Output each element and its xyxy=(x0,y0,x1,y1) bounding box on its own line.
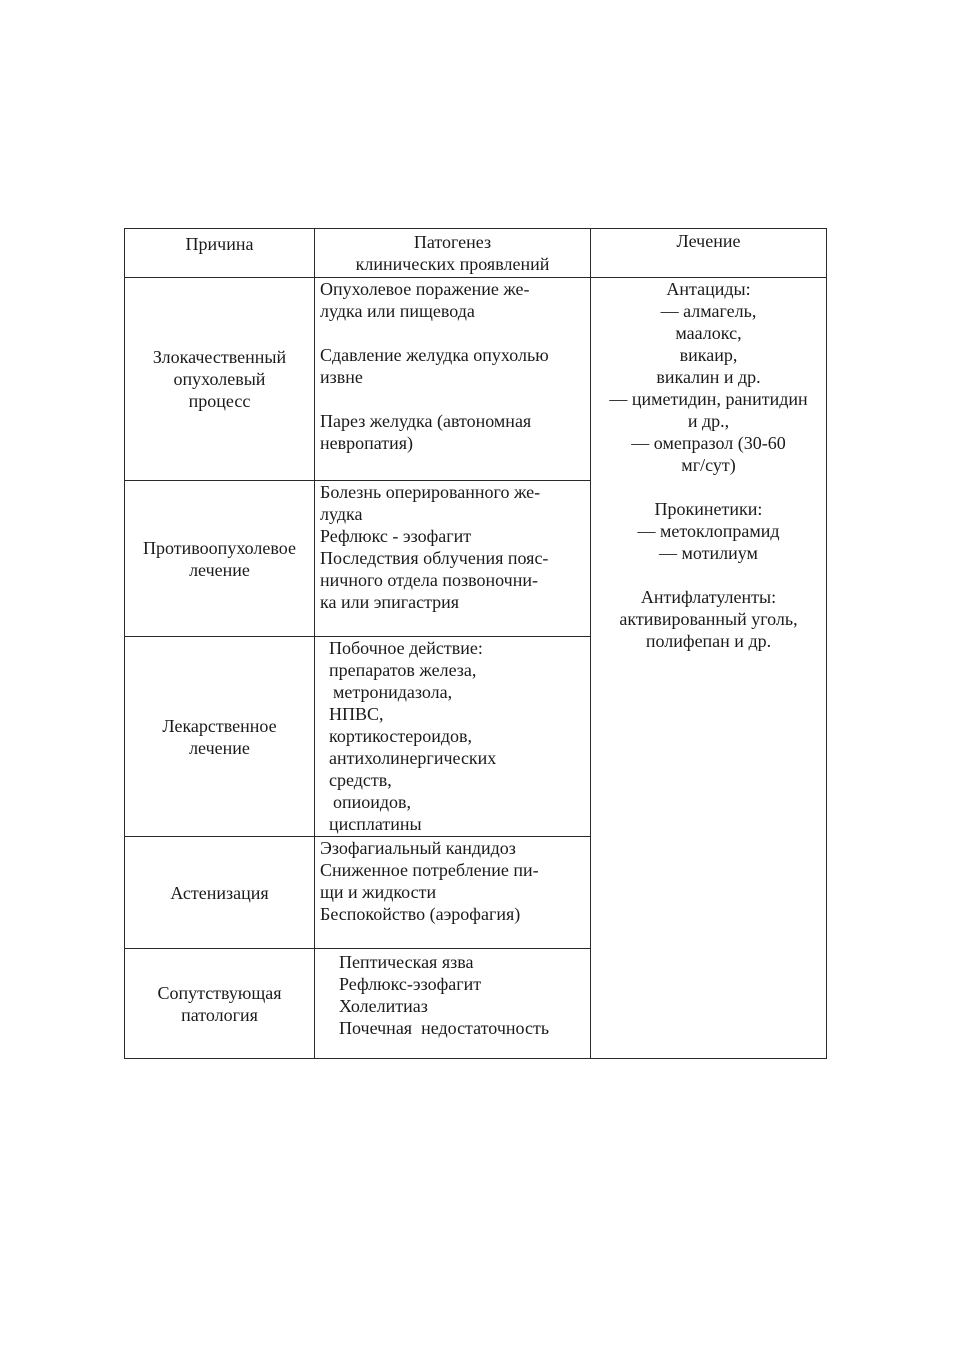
pathogenesis-line: препаратов железа, xyxy=(329,660,477,680)
treatment-line: — метоклопрамид xyxy=(637,521,780,541)
cause-cell xyxy=(125,637,315,837)
treatment-line: — мотилиум xyxy=(659,543,758,563)
pathogenesis-line: цисплатины xyxy=(329,814,422,834)
pathogenesis-line: невропатия) xyxy=(320,433,414,453)
pathogenesis-line: Опухолевое поражение же- xyxy=(320,279,530,299)
pathogenesis-line: метронидазола, xyxy=(333,682,453,702)
treatment-line: Антифлатуленты: xyxy=(640,587,777,607)
pathogenesis-line: извне xyxy=(320,367,363,387)
pathogenesis-line: НПВС, xyxy=(329,704,384,724)
header-row xyxy=(125,229,827,278)
pathogenesis-line: Рефлюкс - эзофагит xyxy=(320,526,472,546)
pathogenesis-line: Последствия облучения пояс- xyxy=(320,548,549,568)
treatment-line: — алмагель, xyxy=(660,301,757,321)
cause-line: Противоопухолевое xyxy=(143,537,296,558)
header-cause: Причина xyxy=(125,229,315,278)
treatment-table xyxy=(124,228,827,1059)
pathogenesis-line: кортикостероидов, xyxy=(329,726,473,746)
pathogenesis-line: ничного отдела позвоночни- xyxy=(320,570,538,590)
treatment-line: и др., xyxy=(687,411,730,431)
cause-line: опухолевый xyxy=(173,369,266,389)
pathogenesis-line: антихолинергических xyxy=(329,748,497,768)
pathogenesis-line: Сдавление желудка опухолью xyxy=(320,345,549,365)
cause-line: Астенизация xyxy=(170,882,269,903)
pathogenesis-line: Сниженное потребление пи- xyxy=(320,860,539,880)
cause-cell xyxy=(125,837,315,949)
cause-line: процесс xyxy=(188,391,251,411)
cause-line: Злокачественный xyxy=(152,347,287,367)
pathogenesis-line: щи и жидкости xyxy=(320,882,437,902)
treatment-line: викалин и др. xyxy=(656,367,761,387)
pathogenesis-line: Побочное действие: xyxy=(329,638,483,658)
treatment-line: мг/сут) xyxy=(681,455,736,475)
pathogenesis-line: Беспокойство (аэрофагия) xyxy=(320,904,521,924)
pathogenesis-cell xyxy=(315,837,591,949)
pathogenesis-line: Болезнь оперированного же- xyxy=(320,482,541,502)
pathogenesis-line: Почечная недостаточность xyxy=(339,1018,550,1038)
spacer xyxy=(595,476,822,498)
cause-line: лечение xyxy=(189,559,250,580)
pathogenesis-cell xyxy=(315,637,591,837)
pathogenesis-line: лудка xyxy=(320,504,363,524)
treatment-line: — циметидин, ранитидин xyxy=(609,389,808,409)
pathogenesis-line: опиоидов, xyxy=(333,792,412,812)
treatment-line: Прокинетики: xyxy=(654,499,763,519)
spacer xyxy=(595,564,822,586)
cause-line: Сопутствующая xyxy=(157,982,282,1003)
treatment-cell xyxy=(591,278,827,1059)
pathogenesis-cell xyxy=(315,278,591,481)
pathogenesis-line: Эзофагиальный кандидоз xyxy=(320,838,516,858)
treatment-line: маалокс, xyxy=(675,323,742,343)
header-treatment: Лечение xyxy=(591,229,827,278)
header-pathogenesis-line1: Патогенез xyxy=(413,232,492,252)
pathogenesis-line: ка или эпигастрия xyxy=(320,592,460,612)
treatment-line: — омепразол (30-60 xyxy=(631,433,786,453)
pathogenesis-cell xyxy=(315,949,591,1059)
table-row xyxy=(125,278,827,481)
cause-line: Лекарственное xyxy=(162,715,277,736)
header-pathogenesis-line2: клинических проявлений xyxy=(355,254,550,274)
cause-line: патология xyxy=(181,1004,258,1025)
cause-cell xyxy=(125,949,315,1059)
pathogenesis-line: Холелитиаз xyxy=(339,996,428,1016)
spacer xyxy=(320,388,586,410)
pathogenesis-line: средств, xyxy=(329,770,392,790)
spacer xyxy=(320,322,586,344)
header-pathogenesis xyxy=(315,229,591,278)
pathogenesis-line: Парез желудка (автономная xyxy=(320,411,532,431)
pathogenesis-line: Рефлюкс-эзофагит xyxy=(339,974,482,994)
cause-cell xyxy=(125,278,315,481)
treatment-line: активированный уголь, xyxy=(619,609,798,629)
treatment-line: викаир, xyxy=(679,345,738,365)
pathogenesis-line: Пептическая язва xyxy=(339,952,474,972)
pathogenesis-cell xyxy=(315,481,591,637)
pathogenesis-line: лудка или пищевода xyxy=(320,301,475,321)
cause-line: лечение xyxy=(189,737,250,758)
cause-cell xyxy=(125,481,315,637)
treatment-line: Антациды: xyxy=(666,279,751,299)
treatment-line: полифепан и др. xyxy=(645,631,772,651)
